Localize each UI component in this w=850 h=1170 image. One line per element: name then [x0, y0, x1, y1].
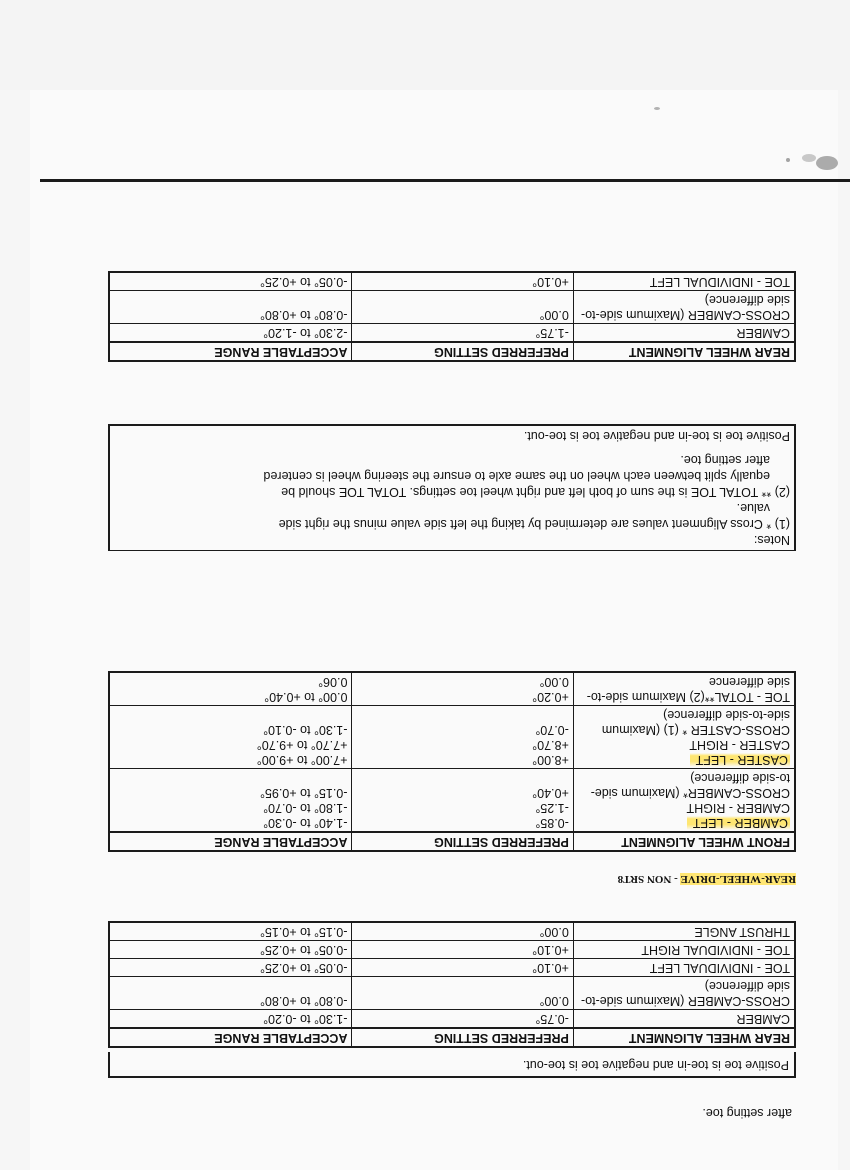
camber-left-label: CAMBER - LEFT — [687, 816, 790, 830]
page-rule — [40, 179, 850, 182]
row-preferred: -1.75° — [352, 324, 573, 343]
header-preferred: PREFERRED SETTING — [352, 832, 573, 851]
cross-caster-preferred: -0.70° — [535, 723, 569, 737]
row-range: -0.80° to +0.80° — [109, 977, 352, 1010]
notes-box — [108, 424, 796, 551]
header-rear-alignment: REAR WHEEL ALIGNMENT — [573, 1028, 795, 1047]
row-preferred: 0.00° — [352, 291, 573, 324]
row-label: CROSS-CAMBER (Maximum side-to-side difference) — [573, 977, 795, 1010]
header-acceptable: ACCEPTABLE RANGE — [109, 1028, 352, 1047]
row-range: -0.15° to +0.15° — [109, 922, 352, 941]
table-header-row — [109, 1028, 795, 1047]
camber-left-range: -1.40° to -0.30° — [263, 816, 348, 830]
table-row — [109, 324, 795, 343]
row-preferred: +0.10° — [352, 941, 573, 959]
row-preferred: -0.75° — [352, 1010, 573, 1029]
positive-toe-note-1: Positive toe is toe-in and negative toe is toe-out. — [522, 1058, 789, 1072]
notes-title: Notes: — [753, 533, 790, 547]
caster-right-preferred: +8.70° — [532, 738, 569, 752]
rear-alignment-table-1 — [108, 921, 796, 1048]
note-2-line-1: (2) ** TOTAL TOE is the sum of both left and right wheel toe settings. TOTAL TOE should be — [281, 485, 790, 499]
row-label: TOE - INDIVIDUAL LEFT — [573, 272, 795, 291]
row-label: CROSS-CAMBER (Maximum side-to-side difference) — [573, 291, 795, 324]
table-row — [109, 291, 795, 324]
caster-left-preferred: +8.00° — [532, 753, 569, 767]
table-row — [109, 922, 795, 941]
camber-right-preferred: -1.25° — [535, 801, 569, 815]
row-range: -2.30° to -1.20° — [109, 324, 352, 343]
note-2-line-2: equally split between each wheel on the same axle to ensure the steering wheel is centered — [263, 469, 770, 483]
positive-toe-note-box-1 — [108, 1052, 796, 1078]
toe-total-preferred: +0.20° 0.00° — [352, 672, 573, 706]
toe-total-range: 0.00° to +0.40° 0.06° — [109, 672, 352, 706]
row-range: -1.30° to -0.20° — [109, 1010, 352, 1029]
cross-camber-range: -0.15° to +0.95° — [259, 786, 348, 800]
camber-labels — [573, 769, 795, 833]
scanner-margin — [0, 0, 850, 90]
table-row — [109, 977, 795, 1010]
scan-speck — [654, 107, 660, 110]
note-1-line-2: value. — [736, 501, 770, 515]
section-heading-rest: - NON SRT8 — [617, 873, 681, 885]
row-label: CAMBER — [573, 324, 795, 343]
note-1-line-1: (1) * Cross Alignment values are determined by taking the left side value minus the right side — [278, 517, 790, 531]
cross-caster-label: CROSS-CASTER * (1) (Maximum side-to-side difference) — [601, 708, 790, 737]
rear-alignment-table-2 — [108, 271, 796, 362]
header-preferred: PREFERRED SETTING — [352, 342, 573, 361]
row-range: -0.05° to +0.25° — [109, 272, 352, 291]
caster-range — [109, 706, 352, 769]
camber-preferred — [352, 769, 573, 833]
row-range: -0.80° to +0.80° — [109, 291, 352, 324]
row-preferred: 0.00° — [352, 922, 573, 941]
caster-right-range: +7.70° to +9.70° — [256, 738, 348, 752]
caster-labels — [573, 706, 795, 769]
row-label: TOE - INDIVIDUAL LEFT — [573, 959, 795, 977]
row-range: -0.05° to +0.25° — [109, 941, 352, 959]
caster-right-label: CASTER - RIGHT — [689, 738, 790, 752]
note-2-line-3: after setting toe. — [680, 453, 770, 467]
scan-speck — [802, 154, 816, 162]
table-row — [109, 272, 795, 291]
row-label: CAMBER — [573, 1010, 795, 1029]
header-rear-alignment: REAR WHEEL ALIGNMENT — [573, 342, 795, 361]
scan-speck — [816, 156, 838, 170]
scan-speck — [786, 158, 790, 162]
table-row-caster — [109, 706, 795, 769]
camber-range — [109, 769, 352, 833]
row-label: TOE - INDIVIDUAL RIGHT — [573, 941, 795, 959]
row-range: -0.05° to +0.25° — [109, 959, 352, 977]
row-preferred: 0.00° — [352, 977, 573, 1010]
table-row — [109, 941, 795, 959]
section-heading — [618, 873, 796, 885]
cross-camber-label: CROSS-CAMBER* (Maximum side-to-side difference) — [590, 771, 790, 800]
section-heading-highlight: REAR-WHEEL-DRIVE — [680, 873, 796, 885]
top-fragment-text: after setting toe. — [702, 1106, 792, 1120]
toe-total-label: TOE - TOTAL**(2) Maximum side-to-side difference — [573, 672, 795, 706]
camber-right-range: -1.80° to -0.70° — [263, 801, 348, 815]
cross-caster-range: -1.30° to -0.10° — [263, 723, 348, 737]
table-row — [109, 1010, 795, 1029]
caster-left-range: +7.00° to +9.00° — [256, 753, 348, 767]
header-acceptable: ACCEPTABLE RANGE — [109, 832, 352, 851]
camber-right-label: CAMBER - RIGHT — [686, 801, 790, 815]
row-preferred: +0.10° — [352, 272, 573, 291]
row-label: THRUST ANGLE — [573, 922, 795, 941]
camber-left-preferred: -0.85° — [535, 816, 569, 830]
table-row-camber — [109, 769, 795, 833]
caster-left-label: CASTER - LEFT — [690, 753, 790, 767]
header-preferred: PREFERRED SETTING — [352, 1028, 573, 1047]
front-alignment-table — [108, 671, 796, 852]
row-preferred: +0.10° — [352, 959, 573, 977]
cross-camber-preferred: +0.40° — [532, 786, 569, 800]
table-header-row — [109, 342, 795, 361]
table-row — [109, 959, 795, 977]
table-header-row — [109, 832, 795, 851]
header-acceptable: ACCEPTABLE RANGE — [109, 342, 352, 361]
caster-preferred — [352, 706, 573, 769]
table-row-toe-total — [109, 672, 795, 706]
positive-toe-note-2: Positive toe is toe-in and negative toe is toe-out. — [523, 429, 790, 443]
header-front-alignment: FRONT WHEEL ALIGNMENT — [573, 832, 795, 851]
